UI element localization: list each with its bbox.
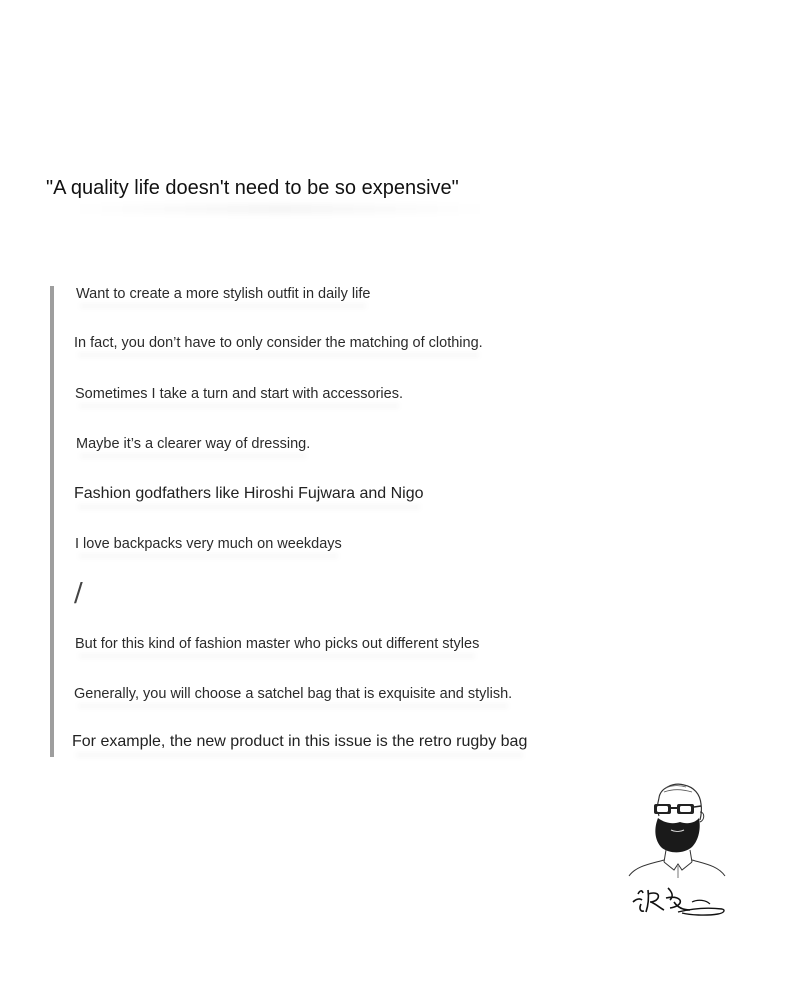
quote-line-8: Generally, you will choose a satchel bag that is exquisite and stylish.	[74, 686, 513, 702]
quote-line-9: For example, the new product in this issue is the retro rugby bag	[72, 733, 528, 750]
handwritten-signature-icon	[630, 880, 730, 920]
quote-block	[50, 286, 654, 757]
quote-line-3: Sometimes I take a turn and start with accessories.	[75, 386, 403, 402]
quote-line-5: Fashion godfathers like Hiroshi Fujwara and Nigo	[74, 485, 424, 502]
quote-divider-slash: /	[74, 578, 83, 608]
article-title: "A quality life doesn't need to be so expensive"	[46, 177, 459, 199]
quote-line-1: Want to create a more stylish outfit in daily life	[76, 286, 371, 302]
quote-line-7: But for this kind of fashion master who picks out different styles	[75, 636, 480, 652]
quote-line-2: In fact, you don’t have to only consider the matching of clothing.	[74, 335, 483, 351]
title-underline-shadow	[70, 204, 490, 214]
quote-line-4: Maybe it’s a clearer way of dressing.	[76, 436, 311, 452]
quote-line-6: I love backpacks very much on weekdays	[75, 536, 342, 552]
